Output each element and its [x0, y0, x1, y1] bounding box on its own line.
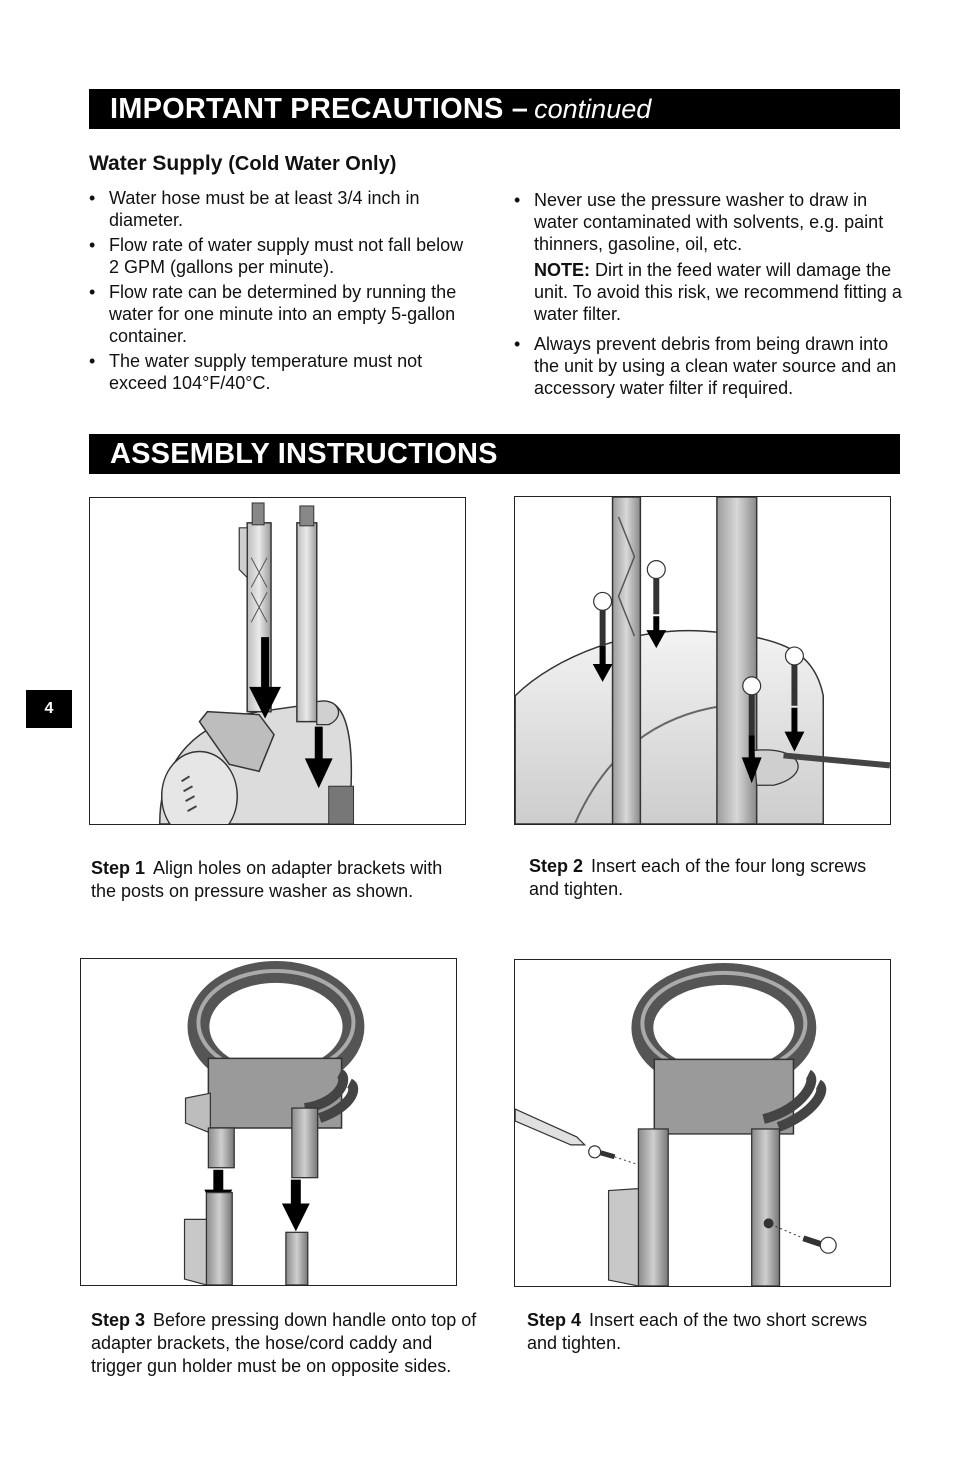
bullet-dot: • — [514, 190, 521, 210]
step3-text: Before pressing down handle onto top of adapter brackets, the hose/cord caddy and trigger gun holder must be on opposite sides. — [91, 1310, 477, 1376]
left-post-top — [252, 503, 264, 525]
short-screw-1 — [589, 1146, 615, 1158]
step2-illustration — [514, 496, 891, 825]
step2-text: Insert each of the four long screws and tighten. — [529, 856, 867, 899]
step4-drawing — [515, 960, 890, 1286]
screw-path-1 — [615, 1157, 639, 1165]
page-number-tab — [26, 690, 72, 728]
handle-right-leg — [752, 1129, 780, 1286]
bullet-dot: • — [89, 188, 96, 208]
left-bracket-clip — [239, 528, 247, 578]
step4-text: Insert each of the two short screws and tighten. — [527, 1310, 868, 1353]
water-supply-heading-note: (Cold Water Only) — [228, 153, 397, 175]
short-screw-2 — [803, 1237, 836, 1253]
bracket-left-clip — [185, 1219, 207, 1285]
handle-hub — [654, 1059, 793, 1134]
note-text: Dirt in the feed water will damage the unit. To avoid this risk, we recommend fitting a water filter. — [534, 260, 902, 324]
list-item-text: Flow rate of water supply must not fall below 2 GPM (gallons per minute). — [109, 235, 464, 277]
step3-drawing — [81, 959, 456, 1285]
handle-left-leg — [208, 1128, 234, 1168]
screw-hole — [764, 1218, 774, 1228]
water-supply-heading — [89, 152, 396, 176]
step2-label: Step 2 — [529, 856, 584, 876]
list-item — [89, 350, 474, 394]
bracket-left-clip — [609, 1189, 639, 1286]
handle-left-leg — [638, 1129, 668, 1286]
list-item-text: The water supply temperature must not exceed 104°F/40°C. — [109, 351, 423, 393]
assembly-title: ASSEMBLY INSTRUCTIONS — [110, 437, 498, 470]
right-post-top — [300, 506, 314, 526]
handle-right-leg — [292, 1108, 318, 1178]
step4-illustration — [514, 959, 891, 1287]
step3-caption — [91, 1309, 486, 1378]
bullet-dot: • — [514, 334, 521, 354]
bullet-dot: • — [89, 235, 96, 255]
step1-label: Step 1 — [91, 858, 146, 878]
page-number: 4 — [44, 700, 54, 717]
list-item — [89, 187, 474, 231]
bracket-right — [286, 1232, 308, 1285]
left-bullet-list — [89, 187, 474, 397]
step1-text: Align holes on adapter brackets with the posts on pressure washer as shown. — [91, 858, 443, 901]
list-item — [89, 281, 474, 347]
bracket-left — [206, 1193, 232, 1285]
screwdriver — [515, 1109, 585, 1145]
step4-caption — [527, 1309, 887, 1355]
step4-label: Step 4 — [527, 1310, 582, 1330]
list-item — [514, 333, 904, 399]
list-item-text: Flow rate can be determined by running the water for one minute into an empty 5-gallon container. — [109, 282, 457, 346]
step1-illustration — [89, 497, 466, 825]
screw-2 — [647, 561, 665, 615]
bullet-dot: • — [89, 282, 96, 302]
left-bracket — [613, 497, 641, 824]
assembly-banner — [89, 434, 900, 474]
bullet-dot: • — [89, 351, 96, 371]
step1-caption — [91, 857, 466, 903]
trigger-gun-holder — [186, 1093, 211, 1133]
water-supply-heading-text: Water Supply — [89, 152, 223, 175]
list-item-text: Water hose must be at least 3/4 inch in diameter. — [109, 188, 420, 230]
washer-housing — [515, 631, 823, 824]
right-bullet-list — [514, 189, 904, 402]
step3-illustration — [80, 958, 457, 1286]
list-item — [514, 189, 904, 255]
step2-drawing — [515, 497, 890, 824]
precautions-title-suffix: continued — [534, 93, 652, 124]
step3-arrow-right — [282, 1180, 310, 1232]
list-item-text: Always prevent debris from being drawn into the unit by using a clean water source and an accessory water filter if required. — [534, 334, 897, 398]
step3-label: Step 3 — [91, 1310, 146, 1330]
note — [514, 259, 904, 325]
precautions-banner — [89, 89, 900, 129]
list-item — [89, 234, 474, 278]
note-label: NOTE: — [534, 260, 590, 280]
washer-port — [329, 786, 354, 824]
precautions-title: IMPORTANT PRECAUTIONS – — [110, 92, 529, 125]
right-adapter-bracket — [297, 523, 317, 722]
step2-caption — [529, 855, 889, 901]
step1-drawing — [90, 498, 465, 824]
list-item-text: Never use the pressure washer to draw in water contaminated with solvents, e.g. paint thinners, gasoline, oil, etc. — [534, 190, 884, 254]
